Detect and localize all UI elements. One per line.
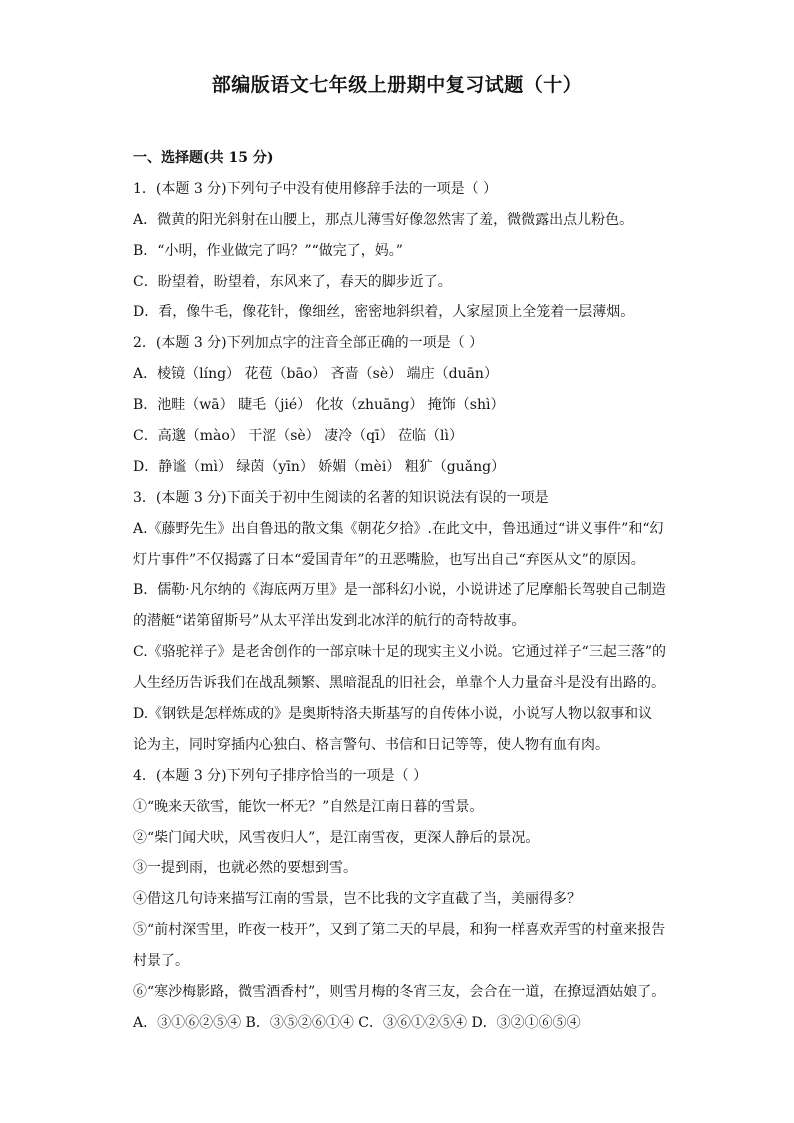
q3-option-a-line1: A.《藤野先生》出自鲁迅的散文集《朝花夕拾》.在此文中，鲁迅通过“讲义事件”和“幻 [133, 520, 664, 537]
q4-sentence-4: ④借这几句诗来描写江南的雪景，岂不比我的文字直截了当，美丽得多？ [133, 891, 581, 908]
q4-sentence-3: ③一提到雨，也就必然的要想到雪。 [133, 860, 357, 877]
q3-option-b-line1: B．儒勒·凡尔纳的《海底两万里》是一部科幻小说，小说讲述了尼摩船长驾驶自己制造 [133, 582, 666, 599]
section-heading: 一、选择题(共 15 分) [133, 150, 274, 166]
q3-option-c-line1: C.《骆驼祥子》是老舍创作的一部京味十足的现实主义小说。它通过祥子“三起三落”的 [133, 644, 666, 661]
q1-stem: 1．(本题 3 分)下列句子中没有使用修辞手法的一项是（ ） [133, 180, 498, 197]
q4-options: A．③①⑥②⑤④ B．③⑤②⑥①④ C．③⑥①②⑤④ D．③②①⑥⑤④ [133, 1014, 581, 1031]
q4-sentence-2: ②“柴门闻犬吠，风雪夜归人”，是江南雪夜，更深人静后的景况。 [133, 829, 540, 846]
question-list [133, 143, 673, 1039]
q1-option-d: D．看，像牛毛，像花针，像细丝，密密地斜织着，人家屋顶上全笼着一层薄烟。 [133, 304, 635, 321]
q2-option-a: A．棱镜（líng） 花苞（bāo） 吝啬（sè） 端庄（duān） [133, 366, 498, 383]
q4-sentence-1: ①“晚来天欲雪，能饮一杯无？”自然是江南日暮的雪景。 [133, 798, 484, 815]
q1-option-c: C．盼望着，盼望着，东风来了，春天的脚步近了。 [133, 273, 452, 290]
q3-option-a-line2: 灯片事件”不仅揭露了日本“爱国青年”的丑恶嘴脸，也写出自己“弃医从文”的原因。 [133, 551, 645, 568]
q2-stem: 2．(本题 3 分)下列加点字的注音全部正确的一项是（ ） [133, 335, 484, 352]
q3-option-b-line2: 的潜艇“诺第留斯号”从太平洋出发到北冰洋的航行的奇特故事。 [133, 613, 526, 630]
page-title: 部编版语文七年级上册期中复习试题（十） [211, 74, 583, 96]
q3-option-c-line2: 人生经历告诉我们在战乱频繁、黑暗混乱的旧社会，单靠个人力量奋斗是没有出路的。 [133, 675, 665, 692]
q3-option-d-line2: 论为主，同时穿插内心独白、格言警句、书信和日记等等，使人物有血有肉。 [133, 736, 609, 753]
q2-option-c: C．高邈（mào） 干涩（sè） 凄冷（qī） 莅临（lì） [133, 428, 463, 445]
q3-stem: 3．(本题 3 分)下面关于初中生阅读的名著的知识说法有误的一项是 [133, 489, 549, 506]
q4-sentence-5-line1: ⑤“前村深雪里，昨夜一枝开”，又到了第二天的早晨，和狗一样喜欢弄雪的村童来报告 [133, 922, 666, 939]
q4-sentence-6: ⑥“寒沙梅影路，微雪酒香村”，则雪月梅的冬宵三友，会合在一道，在撩逗酒姑娘了。 [133, 984, 666, 1001]
q4-sentence-5-line2: 村景了。 [133, 953, 189, 970]
q1-option-b: B．“小明，作业做完了吗？”“做完了，妈。” [133, 242, 403, 259]
q1-option-a: A．微黄的阳光斜射在山腰上，那点儿薄雪好像忽然害了羞，微微露出点儿粉色。 [133, 211, 634, 228]
q3-option-d-line1: D.《钢铁是怎样炼成的》是奥斯特洛夫斯基写的自传体小说，小说写人物以叙事和议 [133, 706, 653, 723]
q2-option-d: D．静谧（mì） 绿茵（yīn） 娇媚（mèi） 粗犷（guǎng） [133, 458, 506, 475]
q4-stem: 4．(本题 3 分)下列句子排序恰当的一项是（ ） [133, 767, 428, 784]
q2-option-b: B．池畦（wā） 睫毛（jié） 化妆（zhuāng） 掩饰（shì） [133, 397, 505, 414]
